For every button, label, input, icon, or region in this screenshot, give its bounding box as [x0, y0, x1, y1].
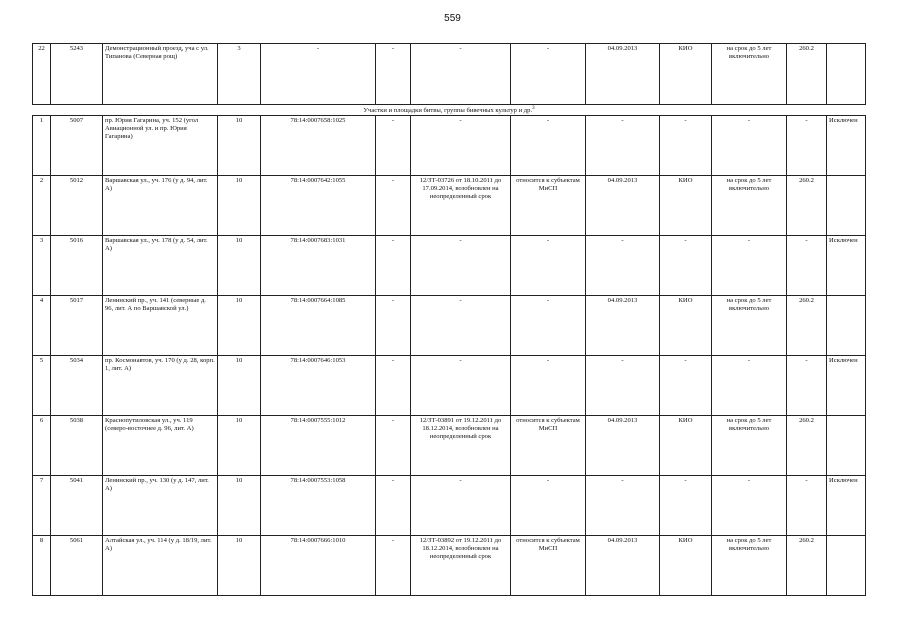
- cell-no: 3: [33, 236, 51, 296]
- cell-no: 5: [33, 356, 51, 416]
- table-row: [33, 476, 866, 536]
- cell-subject: -: [511, 44, 586, 105]
- table-row: [33, 356, 866, 416]
- cell-note: [827, 176, 866, 236]
- cell-term: -: [712, 476, 787, 536]
- cell-num: 260.2: [787, 44, 827, 105]
- cell-date: 04.09.2013: [586, 416, 660, 476]
- cell-date: -: [586, 356, 660, 416]
- cell-col4: -: [376, 476, 411, 536]
- cell-no: 6: [33, 416, 51, 476]
- cell-code: 5007: [51, 116, 103, 176]
- table-row: [33, 176, 866, 236]
- cell-num: 260.2: [787, 536, 827, 596]
- section-header-row: [33, 105, 866, 116]
- cell-cadastral: 78:14:0007658:1025: [261, 116, 376, 176]
- cell-no: 1: [33, 116, 51, 176]
- cell-subject: -: [511, 476, 586, 536]
- cell-cadastral: 78:14:0007555:1012: [261, 416, 376, 476]
- cell-subject: -: [511, 356, 586, 416]
- cell-subject: относится к субъектам МиСП: [511, 416, 586, 476]
- cell-address: Ленинский пр., уч. 130 (у д. 147, лит. А): [103, 476, 218, 536]
- cell-org: КИО: [660, 536, 712, 596]
- cell-col4: -: [376, 176, 411, 236]
- cell-note: Исключен: [827, 476, 866, 536]
- cell-cadastral: 78:14:0007666:1010: [261, 536, 376, 596]
- cell-cadastral: 78:14:0007646:1053: [261, 356, 376, 416]
- cell-date: 04.09.2013: [586, 44, 660, 105]
- cell-note: [827, 44, 866, 105]
- cell-contract: 12/ЗТ-03891 от 19.12.2011 до 18.12.2014, возобновлен на неопределенный срок: [411, 416, 511, 476]
- cell-term: на срок до 5 лет включительно: [712, 296, 787, 356]
- page-number: 559: [444, 13, 461, 24]
- cell-org: КИО: [660, 416, 712, 476]
- cell-date: -: [586, 476, 660, 536]
- cell-contract: -: [411, 236, 511, 296]
- cell-no: 8: [33, 536, 51, 596]
- cell-date: 04.09.2013: [586, 296, 660, 356]
- section-title-text: Участки и площадки битвы, группы бивечных культур и др.: [363, 107, 533, 115]
- cell-num: -: [787, 476, 827, 536]
- table-row: [33, 44, 866, 105]
- cell-no: 22: [33, 44, 51, 105]
- cell-col4: -: [376, 356, 411, 416]
- document-table: [32, 43, 866, 596]
- cell-term: -: [712, 236, 787, 296]
- section-title: [33, 105, 866, 116]
- cell-col4: -: [376, 296, 411, 356]
- cell-class: 10: [218, 176, 261, 236]
- cell-contract: 12/ЗТ-03892 от 19.12.2011 до 18.12.2014, возобновлен на неопределенный срок: [411, 536, 511, 596]
- cell-term: на срок до 5 лет включительно: [712, 536, 787, 596]
- cell-address: Варшавская ул., уч. 178 (у д. 54, лит. А): [103, 236, 218, 296]
- table-row: [33, 236, 866, 296]
- cell-address: Краснопутиловская ул., уч. 119 (северо-восточнее д. 96, лит. А): [103, 416, 218, 476]
- cell-date: -: [586, 116, 660, 176]
- cell-cadastral: 78:14:0007553:1058: [261, 476, 376, 536]
- cell-org: КИО: [660, 44, 712, 105]
- cell-code: 5034: [51, 356, 103, 416]
- cell-num: -: [787, 356, 827, 416]
- cell-contract: -: [411, 116, 511, 176]
- cell-num: -: [787, 236, 827, 296]
- table-row: [33, 536, 866, 596]
- cell-note: [827, 416, 866, 476]
- cell-code: 5016: [51, 236, 103, 296]
- cell-org: -: [660, 116, 712, 176]
- cell-org: КИО: [660, 176, 712, 236]
- cell-subject: -: [511, 296, 586, 356]
- cell-term: -: [712, 116, 787, 176]
- cell-note: Исключен: [827, 356, 866, 416]
- cell-date: 04.09.2013: [586, 176, 660, 236]
- cell-note: Исключен: [827, 116, 866, 176]
- cell-note: Исключен: [827, 236, 866, 296]
- table-row: [33, 416, 866, 476]
- cell-subject: -: [511, 116, 586, 176]
- cell-term: -: [712, 356, 787, 416]
- cell-contract: -: [411, 44, 511, 105]
- cell-no: 7: [33, 476, 51, 536]
- cell-code: 5041: [51, 476, 103, 536]
- cell-cadastral: 78:14:0007683:1031: [261, 236, 376, 296]
- cell-date: 04.09.2013: [586, 536, 660, 596]
- table-row: [33, 116, 866, 176]
- cell-org: -: [660, 356, 712, 416]
- cell-code: 5017: [51, 296, 103, 356]
- cell-class: 10: [218, 116, 261, 176]
- cell-subject: -: [511, 236, 586, 296]
- cell-org: КИО: [660, 296, 712, 356]
- cell-class: 3: [218, 44, 261, 105]
- cell-class: 10: [218, 296, 261, 356]
- cell-code: 5243: [51, 44, 103, 105]
- cell-class: 10: [218, 236, 261, 296]
- cell-subject: относится к субъектам МиСП: [511, 536, 586, 596]
- cell-address: Варшавская ул., уч. 176 (у д. 94, лит. А): [103, 176, 218, 236]
- cell-num: 260.2: [787, 296, 827, 356]
- cell-org: -: [660, 236, 712, 296]
- cell-address: Ленинский пр., уч. 141 (северные д. 96, лит. А по Варшавской ул.): [103, 296, 218, 356]
- cell-class: 10: [218, 416, 261, 476]
- cell-contract: -: [411, 296, 511, 356]
- cell-contract: -: [411, 356, 511, 416]
- cell-term: на срок до 5 лет включительно: [712, 176, 787, 236]
- cell-class: 10: [218, 536, 261, 596]
- cell-col4: -: [376, 116, 411, 176]
- cell-address: Демонстрационный проезд, уча с ул. Типанова (Северная рощ): [103, 44, 218, 105]
- cell-code: 5038: [51, 416, 103, 476]
- cell-term: на срок до 5 лет включительно: [712, 416, 787, 476]
- table-row: [33, 296, 866, 356]
- cell-num: -: [787, 116, 827, 176]
- cell-note: [827, 536, 866, 596]
- cell-contract: -: [411, 476, 511, 536]
- cell-term: на срок до 5 лет включительно: [712, 44, 787, 105]
- cell-address: Алтайская ул., уч. 114 (у д. 18/19, лит. А): [103, 536, 218, 596]
- cell-org: -: [660, 476, 712, 536]
- cell-address: пр. Космонавтов, уч. 170 (у д. 28, корп. 1, лит. А): [103, 356, 218, 416]
- cell-class: 10: [218, 356, 261, 416]
- cell-cadastral: 78:14:0007664:1085: [261, 296, 376, 356]
- cell-no: 4: [33, 296, 51, 356]
- cell-code: 5012: [51, 176, 103, 236]
- cell-contract: 12/ЗТ-03726 от 18.10.2011 до 17.09.2014, возобновлен на неопределенный срок: [411, 176, 511, 236]
- cell-date: -: [586, 236, 660, 296]
- cell-col4: -: [376, 416, 411, 476]
- cell-col4: -: [376, 536, 411, 596]
- cell-col4: -: [376, 44, 411, 105]
- cell-num: 260.2: [787, 416, 827, 476]
- cell-address: пр. Юрия Гагарина, уч. 152 (угол Авиационной ул. и пр. Юрия Гагарина): [103, 116, 218, 176]
- cell-subject: относится к субъектам МиСП: [511, 176, 586, 236]
- cell-no: 2: [33, 176, 51, 236]
- cell-code: 5061: [51, 536, 103, 596]
- cell-note: [827, 296, 866, 356]
- cell-col4: -: [376, 236, 411, 296]
- cell-class: 10: [218, 476, 261, 536]
- cell-cadastral: -: [261, 44, 376, 105]
- cell-cadastral: 78:14:0007642:1055: [261, 176, 376, 236]
- section-footnote: 3: [532, 106, 535, 111]
- cell-num: 260.2: [787, 176, 827, 236]
